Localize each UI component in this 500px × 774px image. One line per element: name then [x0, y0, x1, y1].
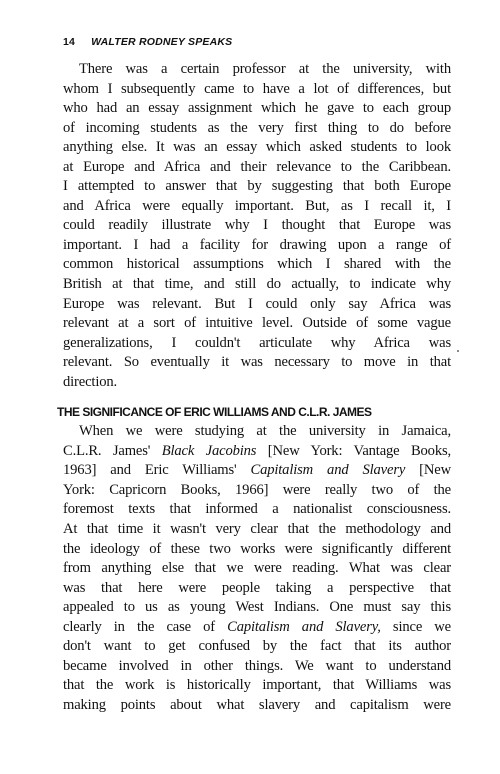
text-line: from anything else that we were reading. What was clear	[63, 560, 451, 577]
text-line: relevant at a sort of intuitive level. Outside of some vague	[63, 315, 451, 332]
book-title: Capitalism and Slavery	[250, 462, 406, 479]
text-line: direction.	[63, 373, 118, 390]
book-page	[57, 34, 451, 716]
text-line: and Africa were equally important. But, as I recall it, I	[63, 197, 451, 214]
text-line	[63, 461, 451, 481]
text-run: since we	[380, 618, 451, 635]
text-line: whom I subsequently came to have a lot of differences, but	[63, 80, 451, 97]
text-line: who had an essay assignment which he gave to each group	[63, 100, 451, 117]
text-line: don't want to get confused by the fact that its author	[63, 638, 451, 655]
text-line: of incoming students as the very first thing to do before	[63, 119, 451, 136]
text-line: relevant. So eventually it was necessary to move in that	[63, 354, 451, 371]
text-run: clearly in the case of	[63, 618, 228, 635]
text-line: When we were studying at the university in Jamaica,	[79, 423, 451, 440]
section-heading: THE SIGNIFICANCE OF ERIC WILLIAMS AND C.L.R. JAMES	[57, 405, 372, 420]
text-line: York: Capricorn Books, 1966] were really two of the	[63, 481, 451, 498]
text-line: Europe was relevant. But I could only say Africa was	[63, 295, 451, 312]
text-line: was that here were people taking a perspective that	[63, 579, 451, 596]
book-title: Black Jacobins	[161, 442, 257, 459]
text-run: [New	[405, 462, 451, 479]
text-line: There was a certain professor at the university, with	[79, 61, 451, 77]
text-line: that the work is historically important, that Williams was	[63, 677, 451, 694]
text-run: 1963] and Eric Williams'	[63, 462, 251, 479]
running-head	[63, 34, 451, 50]
scan-speck	[457, 350, 459, 352]
paragraph-james-williams	[63, 422, 451, 715]
text-line: foremost texts that informed a nationalist consciousness.	[63, 501, 451, 518]
text-line: the ideology of these two works were significantly different	[63, 540, 451, 557]
text-line	[63, 442, 451, 462]
text-line: generalizations, I couldn't articulate why Africa was	[63, 334, 451, 351]
text-run: [New York: Vantage Books,	[256, 442, 451, 459]
text-run: C.L.R. James'	[63, 442, 162, 459]
text-line: at Europe and Africa and their relevance to the Caribbean.	[63, 158, 451, 175]
text-line: could readily illustrate why I thought that Europe was	[63, 217, 451, 234]
paragraph-professor-essay	[63, 60, 451, 392]
text-line	[63, 618, 451, 638]
text-line: At that time it wasn't very clear that the methodology and	[63, 521, 451, 538]
text-line: became involved in other things. We want to understand	[63, 657, 451, 674]
text-line: anything else. It was an essay which asked students to look	[63, 139, 451, 156]
text-line: British at that time, and still do actually, to indicate why	[63, 276, 451, 293]
page-number: 14	[63, 36, 76, 48]
text-line: I attempted to answer that by suggesting that both Europe	[63, 178, 451, 195]
running-title: WALTER RODNEY SPEAKS	[91, 36, 233, 48]
text-line: appealed to us as young West Indians. One must say this	[63, 599, 451, 616]
text-line: making points about what slavery and capitalism were	[63, 696, 451, 713]
text-line: important. I had a facility for drawing upon a range of	[63, 236, 451, 253]
text-line: common historical assumptions which I shared with the	[63, 256, 451, 273]
book-title: Capitalism and Slavery,	[227, 618, 381, 635]
